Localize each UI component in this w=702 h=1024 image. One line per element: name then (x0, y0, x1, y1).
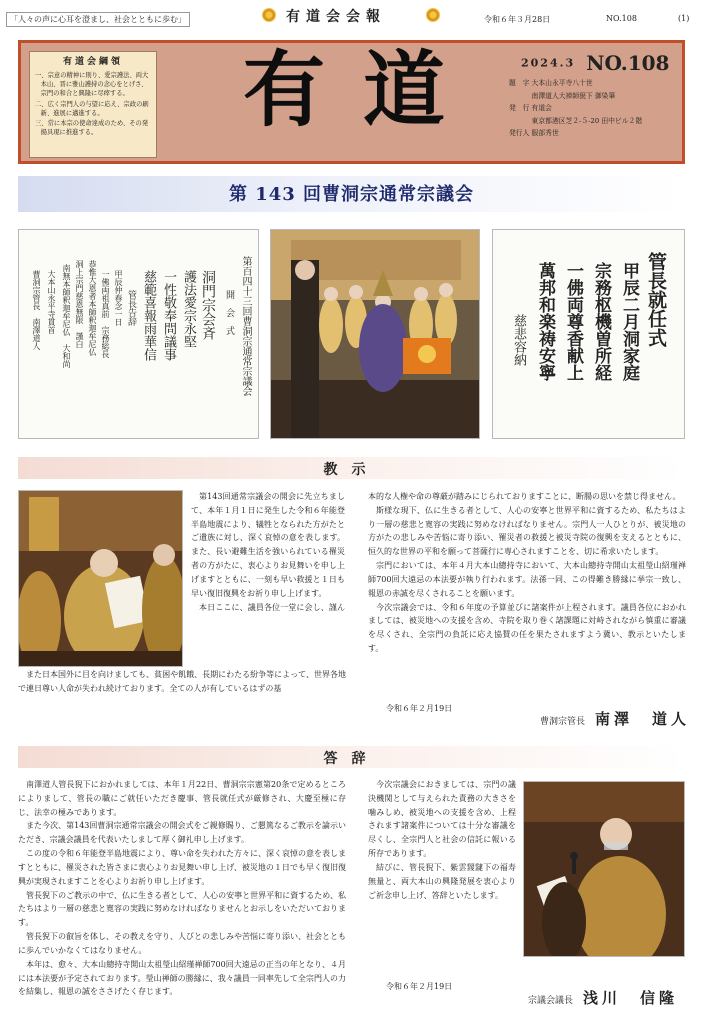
calligraphy-line: 恭惟大恩者本師釈迦牟尼仏 (88, 260, 97, 356)
platform-item: 三、常に本宗の使命達成のため、その発揚具現に推進する。 (35, 120, 149, 137)
calligraphy-line: 一佛両尊香献上 (563, 262, 583, 381)
page-number: (1) (678, 14, 690, 23)
signer-name: 南澤 道人 (595, 710, 691, 728)
top-date: 令和６年３月28日 (484, 15, 551, 24)
touji-signature (528, 987, 678, 1008)
calligraphy-right (492, 229, 685, 439)
paragraph: 今次宗議会では、令和６年度の予算並びに諸案件が上程されます。議員各位におかれましては、被災地への支援を含め、寺院を取り巻く諸課題に対峙されながら慎重に審議を尽くされ、全宗門の負託に応え協賛の任を果たされますよう冀い、教示といたします。 (368, 602, 686, 654)
calligraphy-line: 慈悲容納 (511, 314, 526, 366)
paragraph: 本日ここに、議員各位一堂に会し、謹ん (199, 602, 345, 612)
paragraph: 第143回通常宗議会の開会に先立ちまして、本年１月１日に発生した令和６年能登半島地震により、犠牲となられた方がたとご遺族に対し、深く哀悼の意を表します。また、長い避難生活を強いられている罹災者の方がたに、衷心よりお見舞いを申し上げますとともに、一刻も早い救援と１日も早い復旧復興をお祈り申し上げます。 (191, 492, 345, 598)
paragraph: この度の令和６年能登半島地震により、尊い命を失われた方々に、深く哀悼の意を表しますとともに、罹災された皆さまに衷心よりお見舞い申し上げ、被災地の１日でも早く復旧復興が実現されますことを心よりお祈り申し上げます。 (18, 849, 346, 886)
calligraphy-line: 大本山永平寺貫首 (47, 270, 56, 334)
signer-title: 宗議会議長 (528, 996, 574, 1006)
paper-name: 有道会会報 (286, 9, 386, 25)
paragraph: 今次宗議会におきましては、宗門の議決機関として与えられた責務の大きさを噛みしめ、被災地への支援を含め、上程されます諸案件については十分な審議を尽くし、全宗門人と社会の信託に報いる所存であります。 (368, 780, 516, 859)
paragraph: 南澤道人管長猊下におかれましては、本年１月22日、曹洞宗宗憲第20条で定めるところによりまして、管長の職にご就任いただき慶事、管長就任式が厳修され、大慶至極に存じ、法幸の極みであります。 (18, 780, 346, 817)
top-bar (0, 0, 702, 30)
calligraphy-line: 慈範喜報雨華信 (141, 270, 156, 361)
calligraphy-line: 宗務枢機曽所経 (591, 262, 611, 381)
section-heading: 教示 (323, 462, 380, 478)
info-line: 題 字 大本山永平寺八十世 (509, 79, 593, 87)
paragraph: 本年は、愈々、大本山總持寺開山太祖瑩山紹瑾禅師700回大遠忌の正当の年となり、４月には本法要が予定されております。瑩山禅師の勝縁に、我々議員一同率先して全宗門人の力を結集し、報恩の誠をささげたく存じます。 (18, 959, 346, 997)
touji-text-right (368, 778, 516, 928)
paragraph: 結びに、管長猊下、紫雲靉靆下の福寿無量と、両大本山の興隆発展を衷心よりご祈念申し上げ、答辞といたします。 (368, 862, 516, 900)
paragraph: また今次、第143回曹洞宗通常宗議会の開会式をご親修賜り、ご懇篤なるご教示を論示いただき、宗議会議員を代表いたしまして厚く御礼申し上げます。 (18, 821, 346, 845)
section-bar-kyouji (18, 457, 685, 479)
info-line: 発行人 服部秀世 (509, 129, 559, 138)
calligraphy-line: 開 会 式 (224, 290, 234, 335)
calligraphy-line: 曹洞宗管長 南澤道人 (32, 270, 41, 350)
paragraph: 管長猊下のご教示の中で、仏に生きる者として、人心の安寧と世界平和に資するため、私たちはより一層の慈悲と寛容の実践に努めなければなりませんとお示しをいただいております。 (18, 890, 346, 928)
section-bar-touji (18, 746, 685, 768)
signer-title: 曹洞宗管長 (540, 717, 586, 727)
calligraphy-left (18, 229, 259, 439)
calligraphy-line: 洞門宗会斉 (200, 270, 216, 340)
masthead-title: 有道 (243, 42, 484, 138)
paragraph: また日本国外に目を向けましても、貧困や飢餓、長期にわたる紛争等によって、世界各地で連日尊い人命が失われ続けております。全ての人が有しているはずの基 (18, 670, 346, 693)
kyouji-text-cont (18, 668, 346, 738)
info-line: 東京都港区芝２-５-20 田中ビル２階 (509, 116, 643, 125)
platform-box (29, 51, 157, 158)
touji-text-left (18, 778, 346, 1008)
ceremony-photo (270, 229, 480, 439)
platform-heading: 有道会綱領 (62, 57, 123, 67)
masthead (18, 40, 685, 164)
paragraph: 斯様な現下、仏に生きる者として、人心の安寧と世界平和に資するため、私たちはより一層の慈悲と寛容の実践に努めなければなりません。宗門人一人ひとりが、被災地の方がたの悲しみや苦悩に寄り添い、罹災者の救援と被災寺院の復興を支えるとともに、恒久的な世界の平和を願って菩薩行に専心されますことを、切に希求いたします。 (368, 505, 686, 557)
calligraphy-line: 一佛両祖真前 宗務総長 (101, 270, 110, 358)
paragraph: 本的な人権や命の尊厳が踏みにじられておりますことに、断腸の思いを禁じ得ません。 (368, 492, 681, 501)
info-line: 南澤道人大禅師猊下 御染筆 (509, 91, 616, 100)
top-issue: NO.108 (606, 14, 637, 23)
calligraphy-line: 甲辰二月洞家庭 (619, 262, 639, 381)
platform-item: 一、宗意の精神に則り、愛宗護法、両大本山、晋に雅山護持の念心をとげさ、宗門の和合と興隆に尽瘁する。 (35, 71, 149, 97)
calligraphy-line: 第百四十三回曹洞宗通常宗議会 (240, 256, 251, 396)
kyouji-date: 令和６年２月19日 (386, 704, 453, 713)
calligraphy-line: 萬邦和楽祷安寧 (535, 262, 555, 381)
gicho-photo (523, 781, 685, 957)
calligraphy-line: 管長就任式 (645, 252, 667, 347)
kyouji-text-intro (191, 490, 345, 616)
flower-icon-left (262, 8, 276, 22)
tagline: 「人々の声に心耳を澄まし、社会とともに歩む」 (6, 12, 190, 27)
ceremony-photo-image (271, 230, 480, 439)
flower-icon-right (426, 8, 440, 22)
calligraphy-line: 洞上宗門慈恩無限 謹白 (75, 260, 84, 348)
calligraphy-line: 護法愛宗永堅 (181, 270, 196, 348)
headline-banner (18, 176, 685, 212)
publisher-info (509, 77, 684, 140)
signer-name: 浅川 信隆 (583, 989, 679, 1007)
platform-item: 二、広く宗門人の与望に応え、宗政の刷新、進展に邁進する。 (35, 100, 149, 117)
info-line: 発 行 有道会 (509, 104, 552, 113)
touji-date: 令和６年２月19日 (386, 982, 453, 991)
issue-stamp (521, 51, 669, 75)
kancho-photo-image (19, 491, 183, 667)
kyouji-signature (540, 708, 690, 729)
calligraphy-line: 南無本師釈迦牟尼仏 大和尚 (62, 264, 71, 368)
headline: 第 143 回曹洞宗通常宗議会 (228, 184, 475, 205)
paragraph: 宗門においては、本年４月大本山總持寺において、大本山總持寺開山太祖瑩山紹瑾禅師700回大遠忌の本法要が執り行われます。法孫一同、この得難き勝縁に挙宗一致し、報恩の赤誠を尽くされることを願います。 (368, 561, 686, 598)
calligraphy-line: 甲辰仲春念一日 (114, 270, 123, 326)
section-heading: 答辞 (323, 751, 380, 767)
issue-number: NO.108 (586, 51, 670, 75)
kyouji-text-right (368, 490, 686, 686)
issue-date: 2024.3 (521, 56, 576, 70)
calligraphy-line: 管長告辞 (126, 290, 136, 326)
paragraph: 管長猊下の叡旨を体し、その教えを守り、人びとの悲しみや苦悩に寄り添い、社会とともに歩んでいかなくてはなりません。 (18, 932, 346, 955)
calligraphy-line: 一性敬奉問議事 (161, 270, 176, 361)
kancho-photo (18, 490, 183, 667)
gicho-photo-image (524, 782, 685, 957)
